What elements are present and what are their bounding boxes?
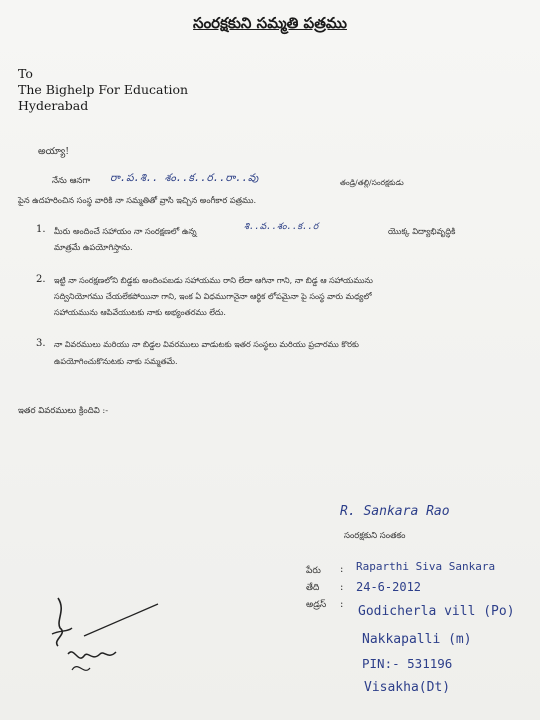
address-line-2: Nakkapalli (m)	[362, 632, 472, 647]
item-3-number: 3.	[36, 338, 46, 349]
item-3-line1: నా వివరములు మరియు నా బిడ్డల వివరములు వాడుటకు ఇతర సంస్థలు మరియు ప్రచారము కొరకు	[54, 340, 359, 349]
detail-label-address: అడ్రస్	[306, 600, 327, 610]
detail-colon-name: :	[340, 564, 344, 575]
item-1-line2: మాత్రమే ఉపయోగిస్తాను.	[54, 242, 133, 252]
item-3-line2: ఉపయోగించుకొనుటకు నాకు సమ్మతమే.	[54, 357, 178, 366]
addressee-block	[18, 66, 188, 114]
detail-label-date: తేది	[306, 583, 320, 593]
intro-suffix: తండ్రి/తల్లి/సంరక్షకుడు	[340, 178, 404, 187]
detail-label-name: పేరు	[306, 566, 321, 576]
detail-value-date: 24-6-2012	[356, 580, 422, 594]
item-2-line3: సహాయమును ఆపివేయుటకు నాకు అభ్యంతరము లేదు.	[54, 308, 226, 317]
item-1-line1-suffix: యొక్క విద్యాభివృద్ధికి	[388, 226, 456, 236]
address-line-4: Visakha(Dt)	[364, 680, 451, 695]
detail-colon-date: :	[340, 582, 344, 593]
item-1-line1-prefix: మీరు అందించే సహాయం నా సంరక్షణలో ఉన్న	[54, 226, 197, 236]
item-2-line1: ఇట్టి నా సంరక్షణలోని బిడ్డకు అందింపబడు సహాయము రాని లేదా ఆగినా గాని, నా బిడ్డ ఆ సహాయమును	[54, 276, 373, 285]
page-title: సంరక్షకుని సమ్మతి పత్రము	[193, 14, 347, 32]
other-details-label: ఇతర వివరములు క్రిందివి :-	[18, 406, 109, 416]
guardian-signature: R. Sankara Rao	[340, 504, 450, 519]
address-line-3: PIN:- 531196	[362, 656, 453, 671]
item-2-number: 2.	[36, 274, 46, 285]
handwritten-child-name: శి..వ..శం..క..ర	[244, 222, 319, 232]
intro-line2: పైన ఉదహరించిన సంస్థ వారికి నా సమ్మతితో వ్రాసి ఇచ్చిన అంగీకార పత్రము.	[18, 195, 257, 205]
item-2-line2: సద్వినియోగము చేయలేకపోయినా గాని, ఇంక ఏ విధముగానైనా ఆర్థిక లోపమైనా పై సంస్థ వారు మధ్యలో	[54, 292, 372, 301]
intro-prefix: నేను ఆనగా	[52, 176, 91, 186]
addressee-to: To	[18, 66, 33, 81]
handwritten-guardian-name: రా.ప.శి.. శం..క..ర..రా..వు	[110, 172, 259, 184]
addressee-org: The Bighelp For Education	[18, 82, 189, 97]
item-1-number: 1.	[36, 224, 46, 235]
detail-colon-address: :	[340, 599, 344, 610]
witness-signature-scribble	[38, 590, 178, 690]
address-line-1: Godicherla vill (Po)	[358, 604, 515, 619]
salutation: అయ్యా!	[38, 146, 70, 157]
detail-value-name: Raparthi Siva Sankara	[356, 560, 496, 573]
addressee-city: Hyderabad	[18, 98, 89, 113]
signature-caption: సంరక్షకుని సంతకం	[344, 531, 406, 541]
